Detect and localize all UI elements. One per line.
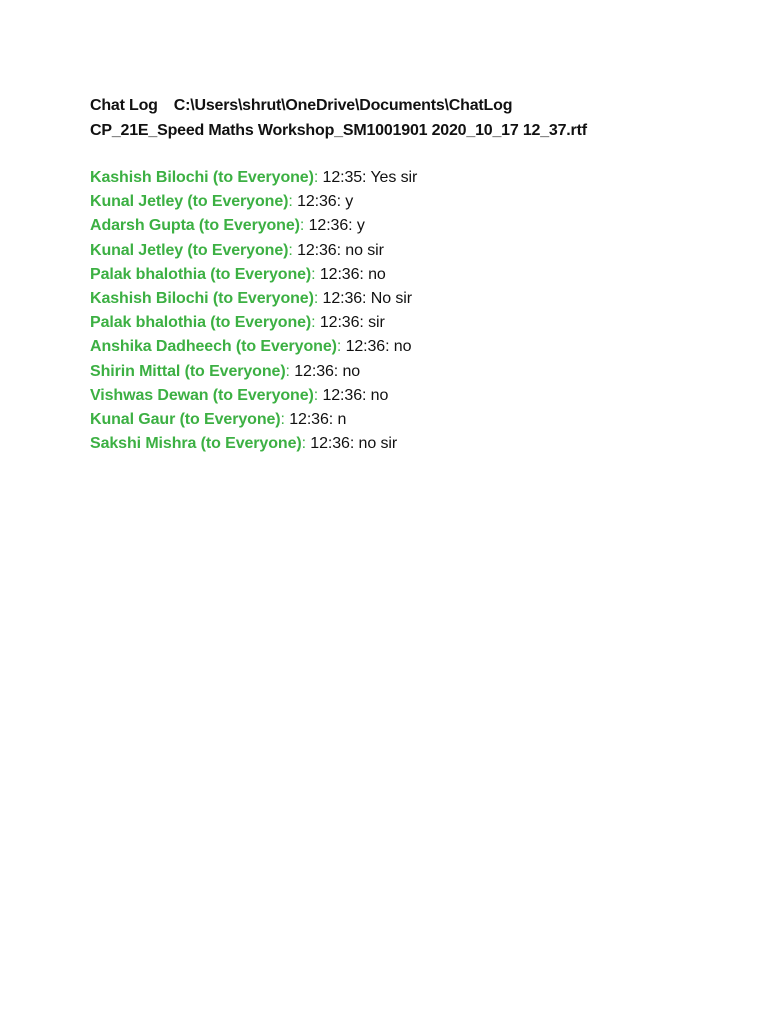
sender-colon: :: [288, 193, 293, 211]
message-text: 12:36: y: [292, 193, 354, 211]
chat-message: [90, 384, 750, 408]
sender-colon: :: [288, 241, 293, 259]
message-sender: Kunal Jetley (to Everyone): [90, 241, 289, 259]
message-sender: Sakshi Mishra (to Everyone): [90, 435, 302, 453]
chat-message: [90, 311, 750, 335]
message-text: 12:36: no: [318, 386, 389, 404]
header-line-1: [90, 93, 750, 118]
sender-colon: :: [313, 290, 319, 308]
message-sender: Anshika Dadheech (to Everyone): [90, 338, 337, 356]
sender-colon: :: [285, 362, 290, 380]
chat-message: [90, 166, 750, 190]
message-text: 12:36: No sir: [318, 290, 412, 308]
header-label: Chat Log: [90, 97, 158, 114]
chat-log: [90, 166, 750, 456]
message-text: 12:36: no: [315, 265, 386, 283]
message-text: 12:35: Yes sir: [318, 169, 418, 186]
message-text: 12:36: no sir: [305, 435, 398, 453]
document-page: [90, 93, 750, 456]
chat-message: [90, 239, 750, 263]
message-sender: Kashish Bilochi (to Everyone): [90, 169, 314, 186]
message-text: 12:36: n: [284, 411, 347, 429]
sender-colon: :: [336, 338, 342, 356]
message-text: 12:36: y: [304, 217, 365, 235]
sender-colon: :: [313, 169, 319, 186]
message-text: 12:36: no sir: [292, 241, 384, 259]
message-sender: Palak bhalothia (to Everyone): [90, 314, 312, 332]
message-text: 12:36: no: [341, 338, 412, 356]
message-sender: Vishwas Dewan (to Everyone): [90, 386, 314, 404]
sender-colon: :: [313, 386, 319, 404]
chat-message: [90, 287, 750, 311]
sender-colon: :: [311, 314, 316, 332]
chat-message: [90, 408, 750, 432]
message-text: 12:36: no: [289, 362, 361, 380]
message-sender: Kunal Jetley (to Everyone): [90, 193, 289, 211]
document-header: [90, 93, 750, 143]
message-sender: Palak bhalothia (to Everyone): [90, 265, 312, 283]
header-path: C:\Users\shrut\OneDrive\Documents\ChatLog: [173, 97, 513, 114]
sender-colon: :: [311, 265, 316, 283]
chat-message: [90, 214, 750, 238]
message-sender: Shirin Mittal (to Everyone): [90, 362, 286, 380]
message-text: 12:36: sir: [315, 314, 385, 332]
sender-colon: :: [299, 217, 305, 235]
sender-colon: :: [301, 435, 306, 453]
chat-message: [90, 190, 750, 214]
chat-message: [90, 263, 750, 287]
message-sender: Adarsh Gupta (to Everyone): [90, 217, 300, 235]
message-sender: Kashish Bilochi (to Everyone): [90, 290, 314, 308]
message-sender: Kunal Gaur (to Everyone): [90, 411, 281, 429]
sender-colon: :: [280, 411, 285, 429]
chat-message: [90, 360, 750, 384]
chat-message: [90, 335, 750, 359]
header-line-2: CP_21E_Speed Maths Workshop_SM1001901 2020_10_17 12_37.rtf: [90, 122, 587, 139]
chat-message: [90, 432, 750, 456]
